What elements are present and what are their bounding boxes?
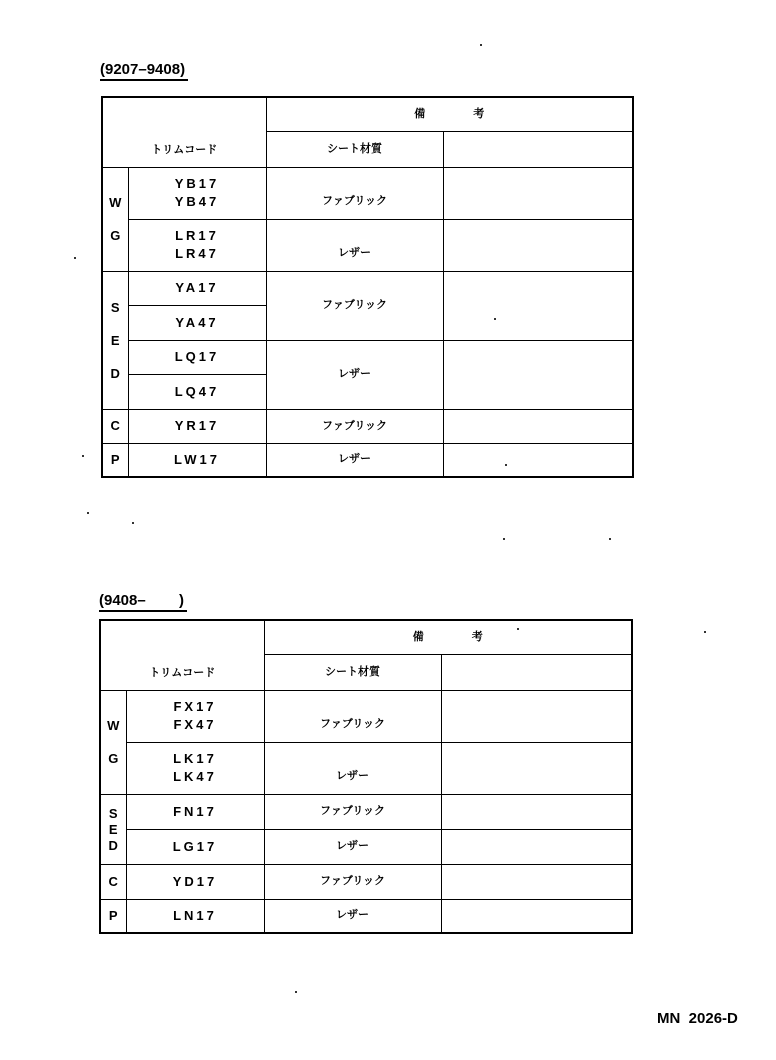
seat-material-cell: レザー (264, 899, 441, 933)
trim-code-cell: YD17 (126, 864, 264, 899)
seat-material-cell: レザー (266, 219, 443, 271)
remarks-cell (441, 794, 632, 829)
table-row (100, 899, 632, 933)
scan-speck (517, 628, 519, 630)
remarks-cell (441, 899, 632, 933)
remarks-cell (441, 864, 632, 899)
remarks-cell (441, 742, 632, 794)
section-2-period-label: (9408– ) (99, 592, 187, 612)
scan-speck (295, 991, 297, 993)
trim-table-2 (99, 619, 633, 934)
table-header-row (100, 620, 632, 654)
trim-code-cell: YR17 (128, 409, 266, 443)
category-cell-p: P (100, 899, 126, 933)
scan-speck (132, 522, 134, 524)
trim-code-cell: LN17 (126, 899, 264, 933)
table-row (100, 690, 632, 742)
seat-material-cell: レザー (266, 443, 443, 477)
table-row (102, 271, 633, 305)
remarks-blank-cell (443, 131, 633, 167)
scan-speck (82, 455, 84, 457)
trim-table-1 (101, 96, 634, 478)
scan-speck (704, 631, 706, 633)
remarks-cell (441, 829, 632, 864)
seat-material-cell: ファブリック (264, 690, 441, 742)
scan-speck (480, 44, 482, 46)
scan-speck (503, 538, 505, 540)
category-cell-c: C (100, 864, 126, 899)
trim-code-cell: YB17 YB47 (128, 167, 266, 219)
remarks-header: 備 考 (264, 620, 632, 654)
table-row (100, 829, 632, 864)
trim-code-cell: YA17 (128, 271, 266, 305)
table-row (100, 794, 632, 829)
seat-material-cell: ファブリック (264, 864, 441, 899)
category-cell-sed: S E D (100, 794, 126, 864)
scan-speck (494, 318, 496, 320)
category-cell-sed: S E D (102, 271, 128, 409)
table-row (102, 443, 633, 477)
table-header-row (102, 97, 633, 131)
trim-code-cell: LQ47 (128, 374, 266, 409)
remarks-cell (443, 340, 633, 409)
document-code: MN 2026-D (657, 1010, 738, 1027)
remarks-cell (443, 167, 633, 219)
trim-code-cell: FN17 (126, 794, 264, 829)
remarks-cell (441, 690, 632, 742)
table-row (102, 167, 633, 219)
table-row (102, 340, 633, 374)
category-cell-p: P (102, 443, 128, 477)
seat-material-header: シート材質 (264, 654, 441, 690)
trim-code-cell: YA47 (128, 305, 266, 340)
remarks-cell (443, 409, 633, 443)
table-row (100, 864, 632, 899)
seat-material-cell: ファブリック (264, 794, 441, 829)
section-1-period-label: (9207–9408) (100, 61, 188, 81)
remarks-blank-cell (441, 654, 632, 690)
seat-material-cell: ファブリック (266, 271, 443, 340)
scan-speck (505, 464, 507, 466)
trim-code-header: トリムコード (100, 620, 264, 690)
table-row (100, 742, 632, 794)
seat-material-cell: レザー (266, 340, 443, 409)
seat-material-cell: レザー (264, 829, 441, 864)
category-cell-wg: W G (102, 167, 128, 271)
trim-code-cell: LG17 (126, 829, 264, 864)
trim-code-cell: LK17 LK47 (126, 742, 264, 794)
remarks-cell (443, 219, 633, 271)
trim-code-cell: FX17 FX47 (126, 690, 264, 742)
scan-speck (74, 257, 76, 259)
seat-material-header: シート材質 (266, 131, 443, 167)
table-row (102, 219, 633, 271)
trim-code-cell: LR17 LR47 (128, 219, 266, 271)
remarks-cell (443, 271, 633, 340)
trim-code-cell: LQ17 (128, 340, 266, 374)
remarks-cell (443, 443, 633, 477)
table-row (102, 409, 633, 443)
seat-material-cell: レザー (264, 742, 441, 794)
category-cell-c: C (102, 409, 128, 443)
trim-code-cell: LW17 (128, 443, 266, 477)
remarks-header: 備 考 (266, 97, 633, 131)
scan-speck (609, 538, 611, 540)
seat-material-cell: ファブリック (266, 167, 443, 219)
scan-speck (87, 512, 89, 514)
trim-code-header: トリムコード (102, 97, 266, 167)
seat-material-cell: ファブリック (266, 409, 443, 443)
category-cell-wg: W G (100, 690, 126, 794)
